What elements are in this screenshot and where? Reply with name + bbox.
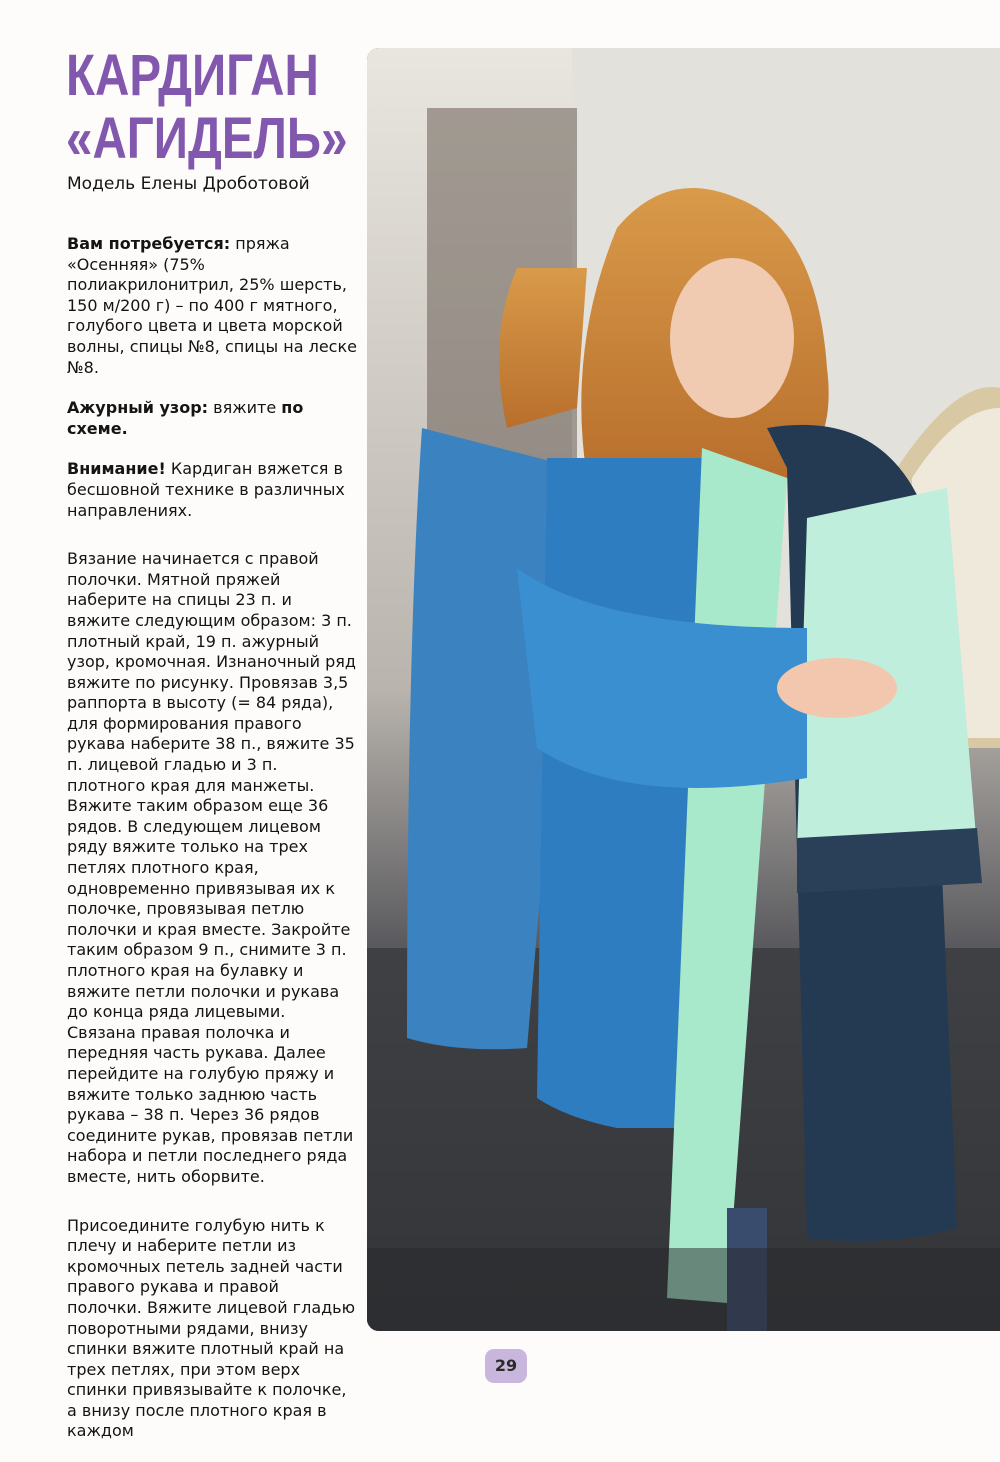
model-photo xyxy=(367,48,1000,1331)
hand xyxy=(777,658,897,718)
warning-text: Кардиган вяжется в бесшовной технике в различных направлениях. xyxy=(67,459,345,520)
photo-illustration xyxy=(367,48,1000,1331)
materials-text: пряжа «Осенняя» (75% полиакрилонитрил, 25% шерсть, 150 м/200 г) – по 400 г мятного, голубого цвета и цвета морской волны, спицы №8, спицы на леске №8. xyxy=(67,234,357,377)
text-column xyxy=(67,234,357,1462)
materials-paragraph xyxy=(67,234,357,378)
title-line-2: «АГИДЕЛЬ» xyxy=(66,106,348,171)
sleeve-cuff xyxy=(797,828,982,893)
pattern-paragraph xyxy=(67,398,357,439)
warning-paragraph xyxy=(67,459,357,521)
pattern-emphasis: по схеме. xyxy=(67,398,304,438)
title-line-1: КАРДИГАН xyxy=(66,43,319,108)
pattern-text: вяжите xyxy=(208,398,282,418)
instructions-paragraph-2: Присоедините голубую нить к плечу и наберите петли из кромочных петель задней части правого рукава и правой полочки. Вяжите лицевой гладью поворотными рядами, внизу спинки вяжите плотный край на трех петлях, при этом верх спинки привязывайте к полочке, а внизу после плотного края в каждом xyxy=(67,1215,356,1441)
reflection-hair xyxy=(499,268,587,428)
face xyxy=(670,258,794,418)
pattern-label: Ажурный узор: xyxy=(67,398,209,418)
materials-label: Вам потребуется: xyxy=(67,234,231,253)
instructions-paragraph-1: Вязание начинается с правой полочки. Мятной пряжей наберите на спицы 23 п. и вяжите следующим образом: 3 п. плотный край, 19 п. ажурный узор, кромочная. Изнаночный ряд вяжите по рисунку. Провязав 3,5 раппорта в высоту (= 84 ряда), для формирования правого рукава наберите 38 п., вяжите 35 п. лицевой гладью и 3 п. плотного края для манжеты. Вяжите таким образом еще 36 рядов. В следующем лицевом ряду вяжите только на трех петлях плотного края, одновременно привязывая их к полочке, провязывая петлю полочки и края вместе. Закройте таким образом 9 п., снимите 3 п. плотного края на булавку и вяжите петли полочки и рукава до конца ряда лицевыми. Связана правая полочка и передняя часть рукава. Далее перейдите на голубую пряжу и вяжите только заднюю часть рукава – 38 п. Через 36 рядов соедините рукав, провязав петли набора и петли последнего ряда вместе, нить оборвите. xyxy=(67,549,356,1186)
warning-label: Внимание! xyxy=(67,459,166,479)
page-number: 29 xyxy=(485,1349,527,1383)
author-byline: Модель Елены Дроботовой xyxy=(67,174,310,194)
article-title xyxy=(66,43,348,171)
